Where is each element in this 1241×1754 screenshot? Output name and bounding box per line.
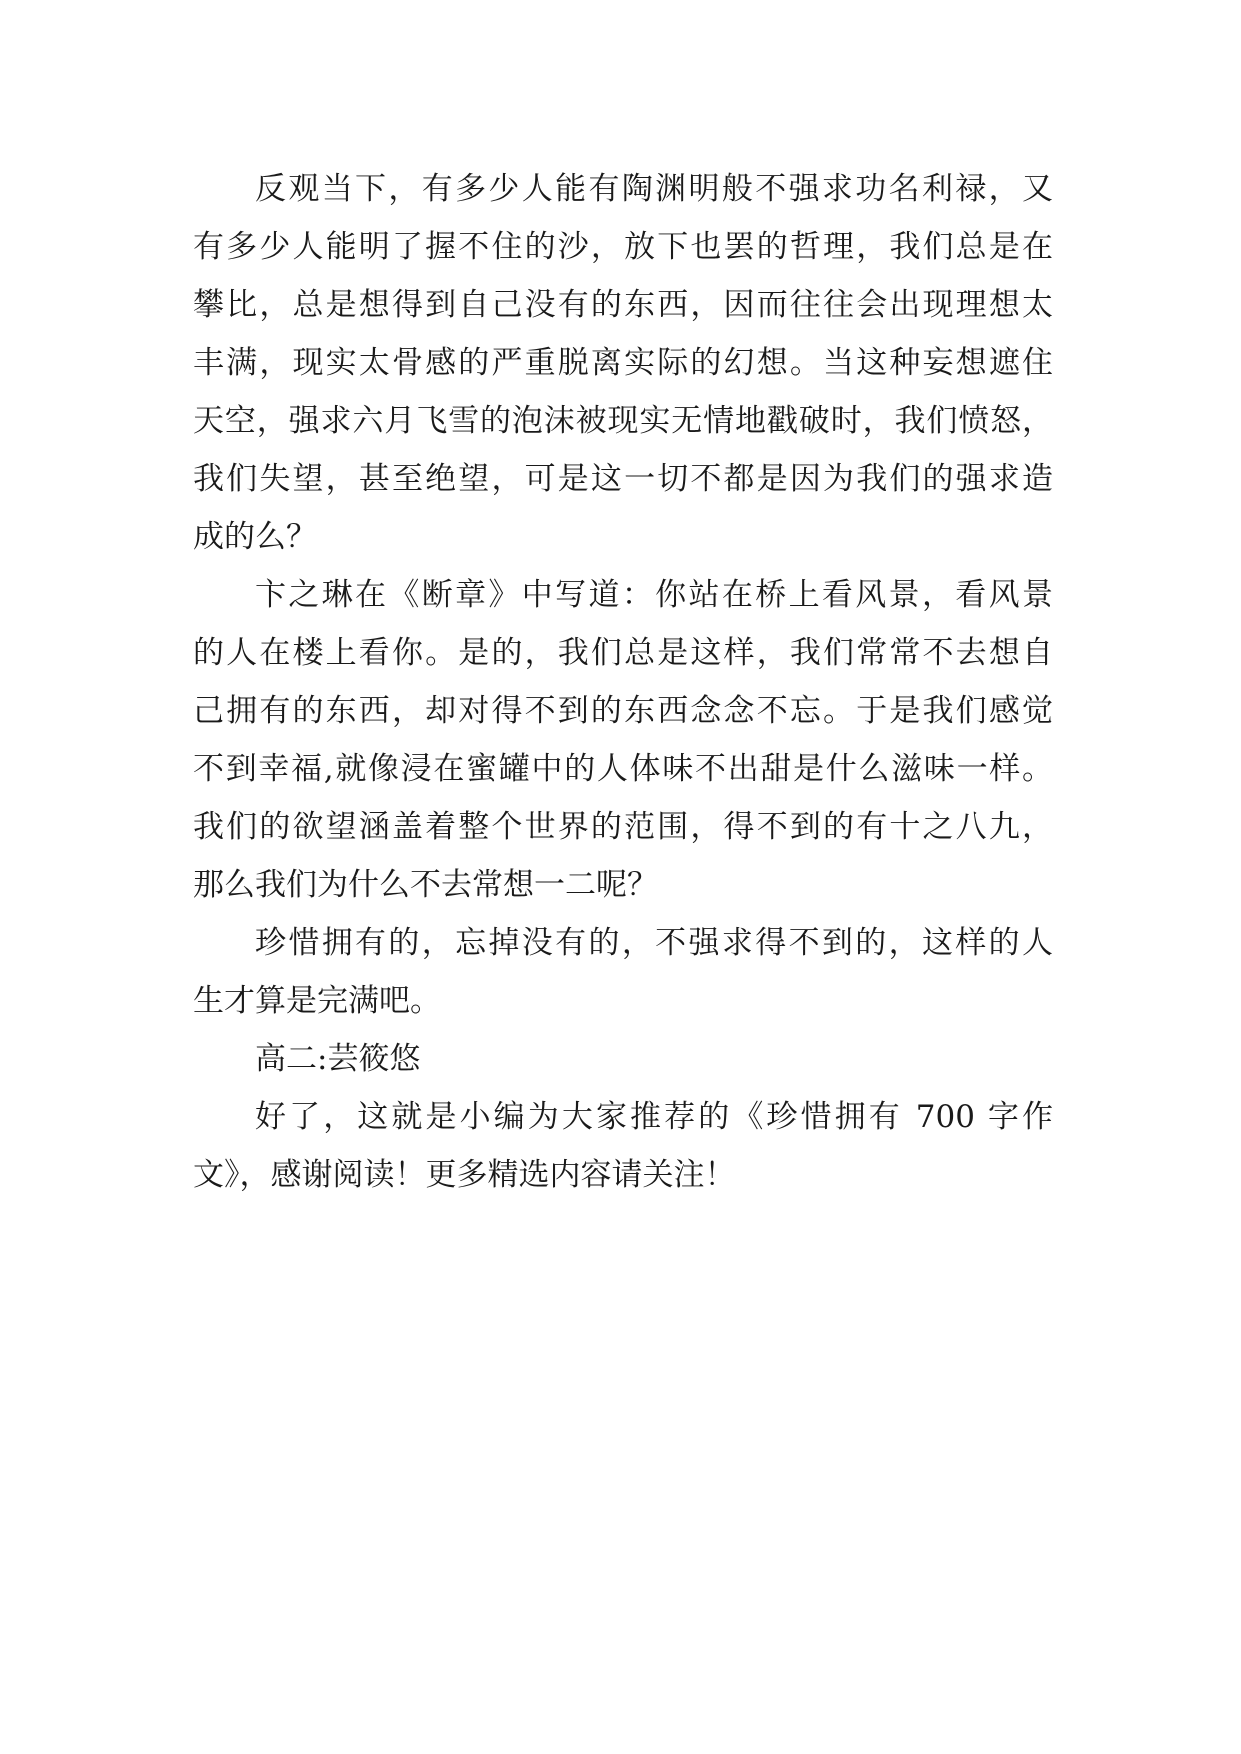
paragraph-1-line-1: 反观当下，有多少人能有陶渊明般不强求功名利禄，又 [255, 171, 1053, 207]
author-line: 高二:芸筱悠 [255, 1041, 421, 1077]
paragraph-1-line-2: 有多少人能明了握不住的沙，放下也罢的哲理，我们总是在 [193, 229, 1053, 265]
paragraph-1-line-7: 成的么？ [193, 519, 317, 555]
paragraph-1-line-6: 我们失望，甚至绝望，可是这一切不都是因为我们的强求造 [193, 461, 1053, 497]
paragraph-1-line-5: 天空，强求六月飞雪的泡沫被现实无情地戳破时，我们愤怒， [193, 403, 1053, 439]
closing-line-1: 好了，这就是小编为大家推荐的《珍惜拥有 700 字作 [255, 1099, 1053, 1135]
paragraph-2-line-3: 己拥有的东西，却对得不到的东西念念不忘。于是我们感觉 [193, 693, 1053, 729]
paragraph-2-line-6: 那么我们为什么不去常想一二呢？ [193, 867, 658, 903]
paragraph-2-line-4: 不到幸福,就像浸在蜜罐中的人体味不出甜是什么滋味一样。 [193, 751, 1053, 787]
paragraph-2-line-5: 我们的欲望涵盖着整个世界的范围，得不到的有十之八九， [193, 809, 1053, 845]
paragraph-2-line-2: 的人在楼上看你。是的，我们总是这样，我们常常不去想自 [193, 635, 1053, 671]
paragraph-1-line-4: 丰满，现实太骨感的严重脱离实际的幻想。当这种妄想遮住 [193, 345, 1053, 381]
paragraph-2-line-1: 卞之琳在《断章》中写道：你站在桥上看风景，看风景 [255, 577, 1053, 613]
paragraph-3-line-1: 珍惜拥有的，忘掉没有的，不强求得不到的，这样的人 [255, 925, 1053, 961]
closing-line-2: 文》，感谢阅读！更多精选内容请关注！ [193, 1157, 736, 1193]
paragraph-3-line-2: 生才算是完满吧。 [193, 983, 441, 1019]
paragraph-1-line-3: 攀比，总是想得到自己没有的东西，因而往往会出现理想太 [193, 287, 1053, 323]
